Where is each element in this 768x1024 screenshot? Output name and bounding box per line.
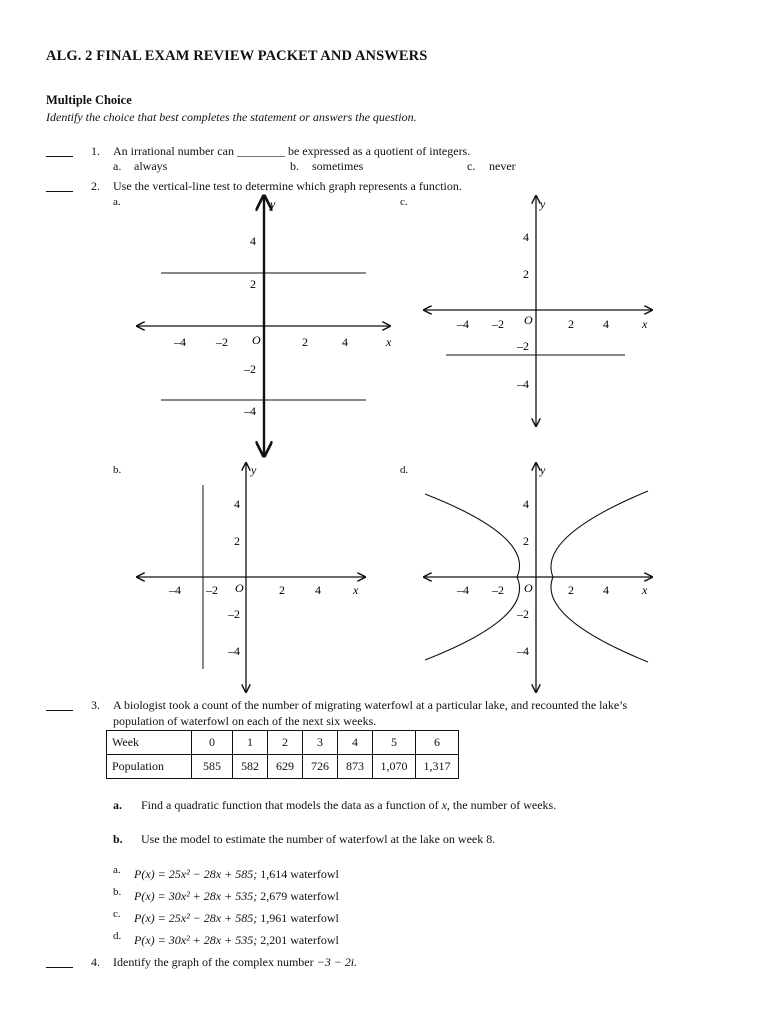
function-name: P(x) [134, 911, 155, 925]
y-tick-label: –4 [517, 644, 529, 658]
choice-letter: a. [113, 159, 122, 173]
choice-letter: b. [113, 886, 122, 898]
y-tick-label: 4 [523, 230, 529, 244]
y-axis-label: y [540, 197, 546, 211]
section-heading: Multiple Choice [46, 93, 132, 107]
choice-c-equation [134, 911, 339, 925]
x-axis-label: x [642, 583, 648, 597]
result: 1,614 waterfowl [260, 867, 339, 881]
x-tick-label: 2 [568, 583, 574, 597]
y-tick-label: 2 [234, 534, 240, 548]
x-tick-label: –4 [169, 583, 181, 597]
question-text: Use the vertical-line test to determine which graph represents a function. [113, 179, 462, 193]
x-axis-label: x [353, 583, 359, 597]
x-tick-label: 4 [603, 317, 609, 331]
y-tick-label: –4 [517, 377, 529, 391]
x-tick-label: 4 [342, 335, 348, 349]
y-axis-label: y [270, 197, 276, 211]
table-cell: 4 [338, 731, 373, 755]
page-title: ALG. 2 FINAL EXAM REVIEW PACKET AND ANSWERS [46, 48, 428, 64]
function-name: P(x) [134, 867, 155, 881]
result: 2,201 waterfowl [260, 933, 339, 947]
y-tick-label: 4 [250, 234, 256, 248]
table-cell: 3 [303, 731, 338, 755]
question-number: 2. [91, 179, 100, 193]
x-tick-label: 2 [302, 335, 308, 349]
y-tick-label: –4 [244, 404, 256, 418]
question-number: 1. [91, 144, 100, 158]
graph-d-label: d. [400, 464, 409, 476]
y-tick-label: –2 [517, 339, 529, 353]
x-tick-label: –2 [492, 583, 504, 597]
equation: = 30x² + 28x + 535; [157, 889, 258, 903]
graph-c [424, 196, 652, 426]
result: 2,679 waterfowl [260, 889, 339, 903]
x-tick-label: 4 [603, 583, 609, 597]
graph-a [137, 196, 392, 456]
function-name: P(x) [134, 933, 155, 947]
table-cell: 873 [338, 755, 373, 779]
part-a-main: Find a quadratic function that models the data as a function of [141, 798, 439, 812]
table-cell: 0 [192, 731, 233, 755]
choice-text: sometimes [312, 159, 364, 173]
y-axis-label: y [251, 463, 257, 477]
choice-text: never [489, 159, 516, 173]
table-cell: 5 [373, 731, 416, 755]
y-tick-label: 2 [523, 267, 529, 281]
x-tick-label: –4 [174, 335, 186, 349]
waterfowl-table [106, 730, 459, 779]
y-tick-label: –4 [228, 644, 240, 658]
x-tick-label: 2 [568, 317, 574, 331]
answer-blank-q3[interactable] [46, 710, 73, 711]
graph-c-label: c. [400, 196, 408, 208]
choice-letter: a. [113, 864, 121, 876]
choice-letter: c. [467, 159, 476, 173]
y-tick-label: 4 [523, 497, 529, 511]
part-b-label: b. [113, 832, 123, 846]
choice-text: always [134, 159, 168, 173]
y-tick-label: –2 [517, 607, 529, 621]
y-tick-label: 2 [523, 534, 529, 548]
question-number: 4. [91, 955, 100, 969]
question-text: A biologist took a count of the number of migrating waterfowl at a particular lake, and recounted the lake’s [113, 698, 628, 712]
y-tick-label: –2 [244, 362, 256, 376]
table-cell: 1,317 [416, 755, 459, 779]
graph-b [137, 463, 365, 692]
x-axis-label: x [386, 335, 392, 349]
choice-letter: c. [113, 908, 121, 920]
result: 1,961 waterfowl [260, 911, 339, 925]
table-cell: 726 [303, 755, 338, 779]
y-tick-label: –2 [228, 607, 240, 621]
choice-d-equation [134, 933, 339, 947]
graph-b-label: b. [113, 464, 122, 476]
table-cell: 585 [192, 755, 233, 779]
graph-d [424, 463, 652, 692]
origin-label: O [524, 581, 533, 595]
choice-b-equation [134, 889, 339, 903]
part-a-text [141, 798, 556, 812]
y-tick-label: 2 [250, 277, 256, 291]
question-text [113, 955, 357, 969]
origin-label: O [252, 333, 261, 347]
part-b-text: Use the model to estimate the number of waterfowl at the lake on week 8. [141, 832, 496, 846]
table-cell: 6 [416, 731, 459, 755]
answer-blank-q4[interactable] [46, 967, 73, 968]
table-cell: 582 [233, 755, 268, 779]
table-cell: 629 [268, 755, 303, 779]
table-cell: 2 [268, 731, 303, 755]
x-tick-label: 4 [315, 583, 321, 597]
part-a-tail: , the number of weeks. [446, 798, 557, 812]
y-axis-label: y [540, 463, 546, 477]
table-cell: 1,070 [373, 755, 416, 779]
instructions: Identify the choice that best completes the statement or answers the question. [46, 110, 417, 124]
x-tick-label: –2 [206, 583, 218, 597]
part-a-label: a. [113, 798, 122, 812]
question-text: population of waterfowl on each of the next six weeks. [113, 714, 377, 728]
question-number: 3. [91, 698, 100, 712]
origin-label: O [235, 581, 244, 595]
x-tick-label: –4 [457, 583, 469, 597]
choice-letter: b. [290, 159, 299, 173]
graph-a-label: a. [113, 196, 121, 208]
table-row [107, 731, 459, 755]
x-tick-label: 2 [279, 583, 285, 597]
x-tick-label: –2 [216, 335, 228, 349]
equation: = 30x² + 28x + 535; [157, 933, 258, 947]
table-header-cell: Population [107, 755, 192, 779]
equation: = 25x² − 28x + 585; [157, 911, 258, 925]
question-text: An irrational number can ________ be expressed as a quotient of integers. [113, 144, 471, 158]
x-axis-label: x [642, 317, 648, 331]
table-cell: 1 [233, 731, 268, 755]
question-main: Identify the graph of the complex number [113, 955, 314, 969]
choice-a-equation [134, 867, 339, 881]
x-tick-label: –4 [457, 317, 469, 331]
part-a-variable: x [441, 798, 447, 812]
x-tick-label: –2 [492, 317, 504, 331]
y-tick-label: 4 [234, 497, 240, 511]
origin-label: O [524, 313, 533, 327]
function-name: P(x) [134, 889, 155, 903]
table-header-cell: Week [107, 731, 192, 755]
complex-number: −3 − 2i. [316, 955, 358, 969]
choice-letter: d. [113, 930, 122, 942]
equation: = 25x² − 28x + 585; [157, 867, 258, 881]
table-row [107, 755, 459, 779]
